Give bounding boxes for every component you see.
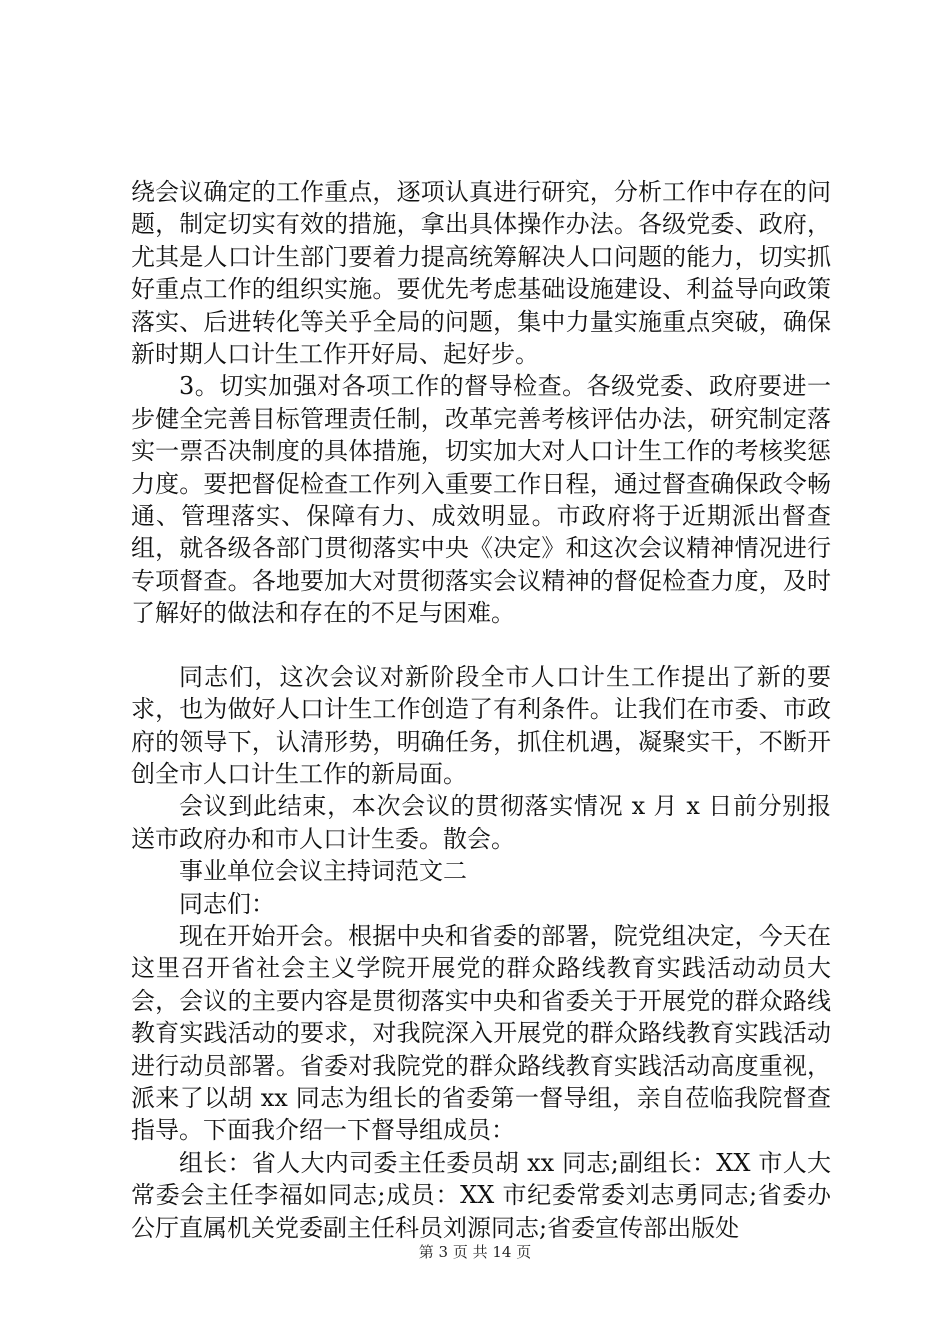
section-heading: 事业单位会议主持词范文二 [179,857,467,886]
paragraph: 现在开始开会。根据中央和省委的部署，院党组决定，今天在这里召开省社会主义学院开展党的群众路线教育实践活动动员大会，会议的主要内容是贯彻落实中央和省委关于开展党的群众路线教育实践活动的要求，对我院深入开展党的群众路线教育实践活动进行动员部署。省委对我院党的群众路线教育实践活动高度重视，派来了以胡 xx 同志为组长的省委第一督导组，亲自莅临我院督查指导。下面我介绍一下督导组成员： [131,921,831,1145]
salutation: 同志们： [179,889,275,918]
paragraph: 3。切实加强对各项工作的督导检查。各级党委、政府要进一步健全完善目标管理责任制，改革完善考核评估办法，研究制定落实一票否决制度的具体措施，切实加大对人口计生工作的考核奖惩力度。要把督促检查工作列入重要工作日程，通过督查确保政令畅通、管理落实、保障有力、成效明显。市政府将于近期派出督查组，就各级各部门贯彻落实中央《决定》和这次会议精神情况进行专项督查。各地要加大对贯彻落实会议精神的督促检查力度，及时了解好的做法和存在的不足与困难。 [131,372,831,628]
document-body [131,176,831,1244]
paragraph: 会议到此结束，本次会议的贯彻落实情况 x 月 x 日前分别报送市政府办和市人口计生委。散会。 [131,792,831,853]
paragraph: 绕会议确定的工作重点，逐项认真进行研究，分析工作中存在的问题，制定切实有效的措施，拿出具体操作办法。各级党委、政府，尤其是人口计生部门要着力提高统筹解决人口问题的能力，切实抓好重点工作的组织实施。要优先考虑基础设施建设、利益导向政策落实、后进转化等关乎全局的问题，集中力量实施重点突破，确保新时期人口计生工作开好局、起好步。 [131,178,831,369]
page-footer: 第 3 页 共 14 页 [418,1243,532,1261]
paragraph: 同志们，这次会议对新阶段全市人口计生工作提出了新的要求，也为做好人口计生工作创造了有利条件。让我们在市委、市政府的领导下，认清形势，明确任务，抓住机遇，凝聚实干，不断开创全市人口计生工作的新局面。 [131,662,831,788]
paragraph: 组长：省人大内司委主任委员胡 xx 同志;副组长：XX 市人大常委会主任李福如同志;成员：XX 市纪委常委刘志勇同志;省委办公厅直属机关党委副主任科员刘源同志;省委宣传部出版处 [131,1148,831,1242]
paragraph-spacer [131,630,831,661]
